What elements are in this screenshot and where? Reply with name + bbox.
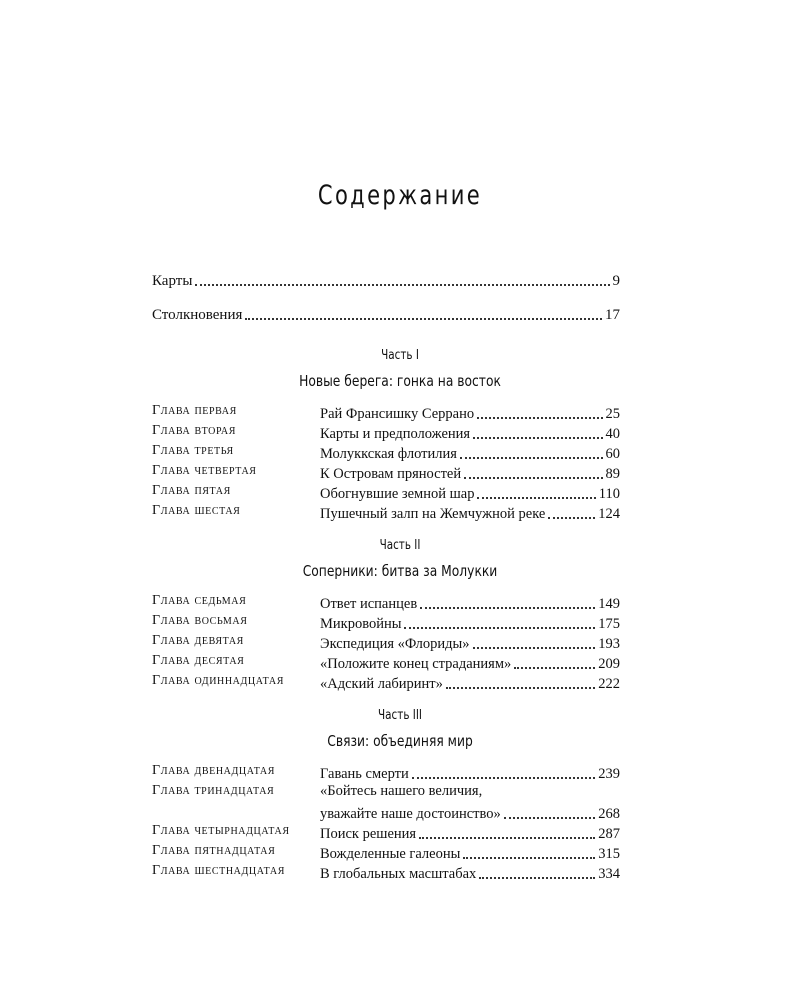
chapter-title: уважайте наше достоинство» — [320, 806, 501, 822]
dot-leader — [404, 615, 595, 629]
dot-leader — [477, 405, 602, 419]
chapter-number: Глава вторая — [152, 423, 236, 438]
chapter-title: Карты и предположения — [320, 426, 471, 442]
toc-chapter-row[interactable] — [152, 763, 620, 783]
toc-chapter-row[interactable] — [152, 593, 620, 613]
toc-chapter-row-continued[interactable] — [152, 803, 620, 823]
toc-entry-title: Столкновения — [152, 307, 243, 323]
toc-chapter-row[interactable] — [152, 483, 620, 503]
chapter-title: Рай Франсишку Серрано — [320, 406, 475, 422]
chapter-number: Глава третья — [152, 443, 234, 458]
dot-leader — [514, 655, 595, 669]
chapter-title: Поиск решения — [320, 826, 417, 842]
chapter-number: Глава седьмая — [152, 593, 247, 608]
chapter-number: Глава четвертая — [152, 463, 257, 478]
chapter-title: Вожделенные галеоны — [320, 846, 461, 862]
chapter-title: «Положите конец страданиям» — [320, 656, 512, 672]
chapter-title: Гавань смерти — [320, 766, 409, 782]
chapter-page: 209 — [598, 656, 620, 672]
dot-leader — [245, 306, 602, 320]
toc-chapter-row[interactable] — [152, 823, 620, 843]
toc-entry-page: 17 — [605, 307, 620, 323]
dot-leader — [477, 485, 595, 499]
chapter-page: 149 — [598, 596, 620, 612]
dot-leader — [419, 825, 595, 839]
toc-entry-title: Карты — [152, 273, 193, 289]
chapter-title: Экспедиция «Флориды» — [320, 636, 470, 652]
chapter-number: Глава девятая — [152, 633, 244, 648]
chapter-number: Глава тринадцатая — [152, 783, 275, 798]
chapter-number: Глава шестая — [152, 503, 241, 518]
chapter-page: 60 — [605, 446, 620, 462]
toc-entry-page: 9 — [612, 273, 620, 289]
chapter-page: 287 — [598, 826, 620, 842]
toc-chapter-row[interactable] — [152, 443, 620, 463]
chapter-number: Глава четырнадцатая — [152, 823, 290, 838]
dot-leader — [473, 425, 602, 439]
toc-chapter-row[interactable] — [152, 653, 620, 673]
dot-leader — [464, 465, 602, 479]
chapter-title-line1: «Бойтесь нашего величия, — [320, 783, 483, 799]
chapter-number: Глава двенадцатая — [152, 763, 275, 778]
chapter-title: Пушечный залп на Жемчужной реке — [320, 506, 546, 522]
toc-entry-collisions[interactable] — [152, 302, 620, 324]
chapter-page: 222 — [598, 676, 620, 692]
chapter-page: 25 — [605, 406, 620, 422]
dot-leader — [412, 765, 596, 779]
toc-chapter-row[interactable] — [152, 673, 620, 693]
chapter-number: Глава восьмая — [152, 613, 248, 628]
dot-leader — [195, 272, 609, 286]
chapter-number: Глава первая — [152, 403, 237, 418]
chapter-page: 239 — [598, 766, 620, 782]
toc-chapter-row[interactable] — [152, 863, 620, 883]
toc-chapter-row[interactable] — [152, 613, 620, 633]
dot-leader — [473, 635, 596, 649]
chapter-page: 334 — [598, 866, 620, 882]
chapter-page: 315 — [598, 846, 620, 862]
toc-chapter-row[interactable] — [152, 503, 620, 523]
part-title: Соперники: битва за Молукки — [302, 562, 498, 580]
toc-chapter-row[interactable] — [152, 403, 620, 423]
chapter-title: Молуккская флотилия — [320, 446, 457, 462]
dot-leader — [420, 595, 595, 609]
chapter-page: 268 — [598, 806, 620, 822]
dot-leader — [548, 505, 595, 519]
chapter-page: 124 — [598, 506, 620, 522]
part-title: Новые берега: гонка на восток — [299, 372, 501, 390]
part-label: Часть II — [379, 538, 421, 553]
chapter-number: Глава шестнадцатая — [152, 863, 285, 878]
chapter-page: 89 — [605, 466, 620, 482]
chapter-title: К Островам пряностей — [320, 466, 462, 482]
toc-chapter-row[interactable] — [152, 843, 620, 863]
chapter-number: Глава десятая — [152, 653, 245, 668]
chapter-page: 193 — [598, 636, 620, 652]
part-title: Связи: объединяя мир — [327, 732, 473, 750]
toc-chapter-row[interactable] — [152, 463, 620, 483]
chapter-title: Микровойны — [320, 616, 402, 632]
dot-leader — [463, 845, 595, 859]
toc-chapter-row[interactable] — [152, 423, 620, 443]
chapter-title: «Адский лабиринт» — [320, 676, 443, 692]
chapter-number: Глава пятнадцатая — [152, 843, 276, 858]
chapter-title: В глобальных масштабах — [320, 866, 477, 882]
chapter-number: Глава одиннадцатая — [152, 673, 284, 688]
dot-leader — [446, 675, 595, 689]
dot-leader — [460, 445, 603, 459]
chapter-title: Обогнувшие земной шар — [320, 486, 475, 502]
toc-chapter-row[interactable] — [152, 633, 620, 653]
chapter-page: 175 — [598, 616, 620, 632]
dot-leader — [479, 865, 595, 879]
page-title: Содержание — [317, 180, 483, 211]
chapter-page: 110 — [598, 486, 620, 502]
part-label: Часть I — [381, 348, 419, 363]
toc-entry-maps[interactable] — [152, 268, 620, 290]
part-label: Часть III — [378, 708, 422, 723]
toc-chapter-row[interactable] — [152, 783, 620, 803]
chapter-number: Глава пятая — [152, 483, 231, 498]
chapter-title: Ответ испанцев — [320, 596, 418, 612]
chapter-page: 40 — [605, 426, 620, 442]
dot-leader — [504, 805, 596, 819]
